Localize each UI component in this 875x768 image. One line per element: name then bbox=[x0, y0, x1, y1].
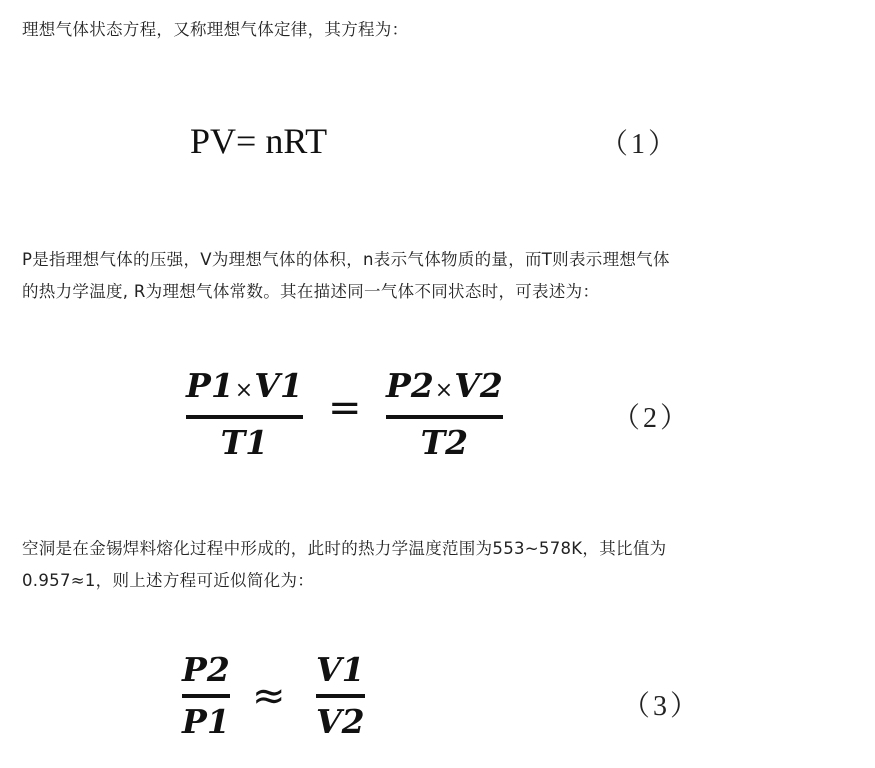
equation-2-left-numerator-p: P1 bbox=[186, 366, 234, 405]
context-paragraph bbox=[22, 533, 862, 597]
equation-2-right-fraction-bar bbox=[386, 415, 503, 419]
equation-1-number: （1） bbox=[600, 129, 680, 160]
equation-2-right-numerator-v: V2 bbox=[454, 366, 503, 405]
equation-2-left-fraction bbox=[186, 366, 303, 463]
equation-3-right-numerator: V1 bbox=[316, 650, 365, 689]
context-line-1: 空洞是在金锡焊料熔化过程中形成的，此时的热力学温度范围为553~578K，其比值为 bbox=[22, 539, 667, 558]
intro-line-1: 理想气体状态方程，又称理想气体定律，其方程为： bbox=[22, 20, 409, 39]
equation-1-formula: PV= nRT bbox=[190, 121, 328, 161]
context-line-2: 0.957≈1，则上述方程可近似简化为： bbox=[22, 571, 315, 590]
equation-3-left-fraction bbox=[182, 650, 230, 742]
equation-2-right-numerator bbox=[386, 366, 503, 411]
equation-2-right-denominator: T2 bbox=[420, 423, 469, 462]
equation-2-left-fraction-bar bbox=[186, 415, 303, 419]
equation-3-right-fraction bbox=[316, 650, 365, 742]
equation-3-left-fraction-bar bbox=[182, 694, 230, 698]
definition-line-2: 的热力学温度, R为理想气体常数。其在描述同一气体不同状态时，可表述为： bbox=[22, 282, 600, 301]
equation-2-left-numerator bbox=[186, 366, 303, 411]
definition-line-1: P是指理想气体的压强，V为理想气体的体积，n表示气体物质的量，而T则表示理想气体 bbox=[22, 250, 670, 269]
equation-2-left-times: × bbox=[234, 378, 254, 403]
equation-2-number: （2） bbox=[612, 403, 692, 434]
equation-2-equals-sign: = bbox=[328, 385, 362, 431]
equation-3-number: （3） bbox=[622, 691, 702, 722]
equation-3-approx-sign: ≈ bbox=[252, 673, 286, 719]
equation-2-right-numerator-p: P2 bbox=[386, 366, 434, 405]
equation-3-right-denominator: V2 bbox=[316, 702, 365, 741]
equation-3-left-numerator: P2 bbox=[182, 650, 230, 689]
equation-2-left-numerator-v: V1 bbox=[254, 366, 303, 405]
equation-2-right-fraction bbox=[386, 366, 503, 463]
definition-paragraph bbox=[22, 244, 862, 308]
equation-2-left-denominator: T1 bbox=[220, 423, 269, 462]
equation-2-right-times: × bbox=[434, 378, 454, 403]
equation-3-left-denominator: P1 bbox=[182, 702, 230, 741]
equation-3-right-fraction-bar bbox=[316, 694, 365, 698]
intro-paragraph bbox=[22, 14, 862, 46]
